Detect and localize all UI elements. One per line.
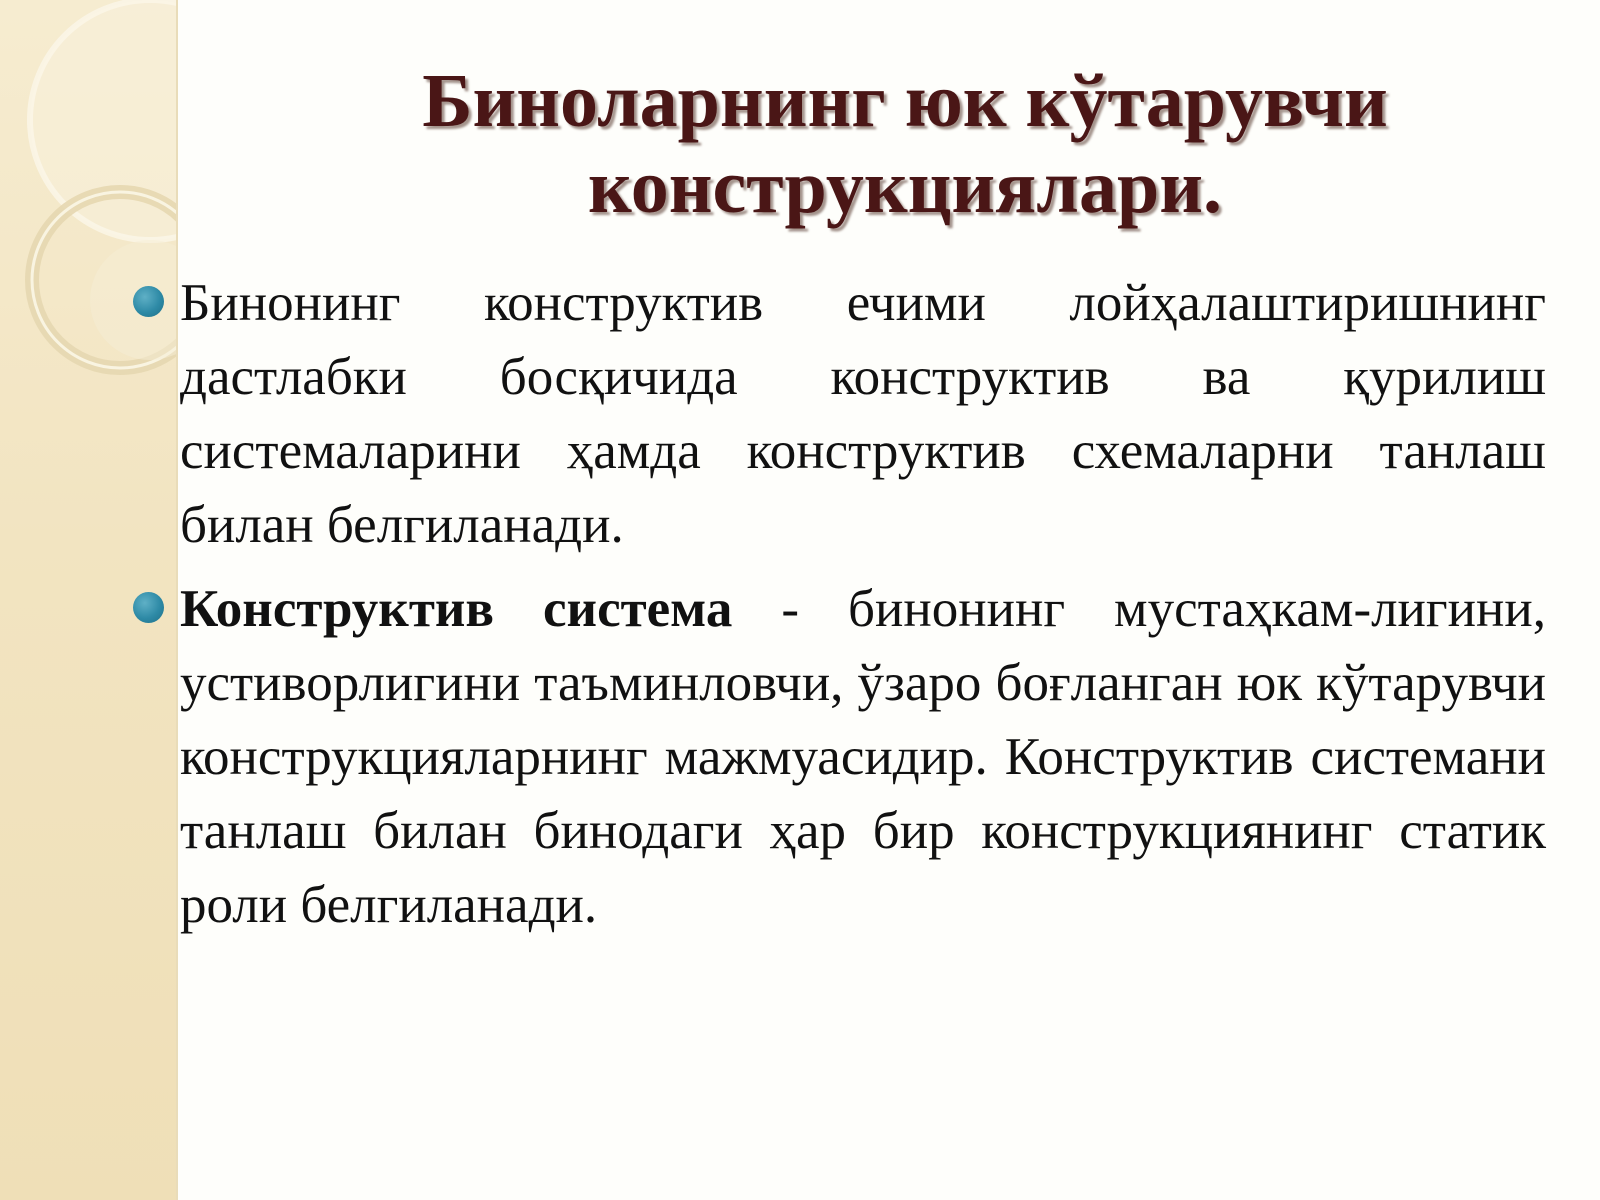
bullet-term: Конструктив система [180,580,733,638]
bullet-dot-icon [133,286,164,317]
slide-title: Биноларнинг юк кўтарувчи конструкциялари. [422,59,1388,229]
bullet-item [180,266,1546,562]
bullet-text: - бинонинг мустаҳкам-лигини, устиворлигини таъминловчи, ўзаро боғланган юк кўтарувчи конструкцияларнинг мажмуасидир. Конструктив системани танлаш билан бинодаги ҳар бир конструкциянинг статик роли белгиланади. [180,580,1546,934]
bullet-dot-icon [133,592,164,623]
bullet-item [180,572,1546,942]
bullet-text: Бинонинг конструктив ечими лойҳалаштиришнинг дастлабки босқичида конструктив ва қурилиш системаларини ҳамда конструктив схемаларни танлаш билан белгиланади. [180,274,1546,554]
bullet-list [180,266,1546,952]
